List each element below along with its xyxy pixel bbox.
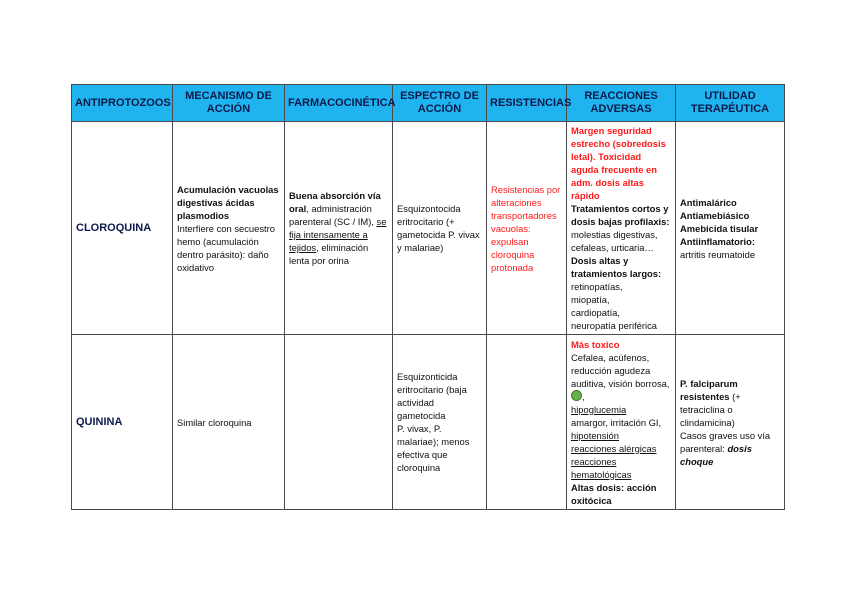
- utilidad-line: P. falciparum resistentes: [680, 377, 738, 402]
- cell-farmaco-cloroquina: [285, 122, 393, 335]
- utilidad-line: Casos graves uso vía parenteral:: [680, 429, 771, 454]
- cell-resistencias-cloroquina: Resistencias por alteraciones transportadores vacuolas: expulsan cloroquina protonada: [487, 122, 567, 335]
- utilidad-line: artritis reumatoide: [680, 248, 756, 260]
- reacciones-line: Tratamientos cortos y dosis bajas profilaxis:: [571, 203, 670, 227]
- utilidad-line: (+ tetraciclina o clindamicina): [680, 390, 741, 428]
- reacciones-line: reacciones alérgicas: [571, 442, 657, 454]
- utilidad-line: dosis choque: [680, 442, 752, 467]
- cell-farmaco-quinina: [285, 335, 393, 510]
- cell-utilidad-cloroquina: [676, 122, 785, 335]
- header-resistencias: RESISTENCIAS: [487, 85, 567, 122]
- reacciones-line: molestias digestivas, cefaleas, urticaria…: [571, 229, 658, 253]
- antiprotozoos-table: [71, 84, 785, 510]
- cell-espectro-cloroquina: Esquizontocida eritrocitario (+ gametocida P. vivax y malariae): [393, 122, 487, 335]
- farmaco-text: Buena absorción vía oral: [289, 190, 381, 214]
- reacciones-line: miopatía,: [571, 294, 610, 305]
- cell-mecanismo-cloroquina: [173, 122, 285, 335]
- cell-reacciones-quinina: Más toxico Cefalea, acúfenos, reducción agudeza auditiva, visión borrosa, , hipoglucemia amargor, irritación GI, hipotensión reacciones alérgicas reacciones hematológicas Altas dosis: acción oxitócica: [567, 335, 676, 510]
- farmaco-text: , administración parenteral (SC / IM),: [289, 203, 377, 227]
- header-farmacocinetica: FARMACOCINÉTICA: [285, 85, 393, 122]
- reacciones-line: neuropatía periférica: [571, 320, 657, 331]
- header-utilidad: UTILIDAD TERAPÉUTICA: [676, 85, 785, 122]
- utilidad-line: Amebicida tisular: [680, 222, 759, 234]
- cell-mecanismo-quinina: Similar cloroquina: [173, 335, 285, 510]
- header-reacciones: REACCIONES ADVERSAS: [567, 85, 676, 122]
- reacciones-line: hipotensión: [571, 429, 619, 441]
- farmaco-text: , eliminación lenta por orina: [289, 242, 369, 266]
- reacciones-line: Dosis altas y tratamientos largos:: [571, 255, 662, 279]
- sick-face-emoji-icon: [571, 390, 582, 401]
- reacciones-line: cardiopatía,: [571, 307, 620, 318]
- utilidad-line: Antiamebiásico: [680, 209, 750, 221]
- table-row-cloroquina: [72, 122, 785, 335]
- header-antiprotozoos: ANTIPROTOZOOS: [72, 85, 173, 122]
- reacciones-line: Cefalea, acúfenos,: [571, 351, 650, 363]
- cell-resistencias-quinina: [487, 335, 567, 510]
- reacciones-line: amargor, irritación GI,: [571, 416, 662, 428]
- espectro-line: P. vivax, P. malariae); menos efectiva que cloroquina: [397, 423, 470, 473]
- header-espectro: ESPECTRO DE ACCIÓN: [393, 85, 487, 122]
- reacciones-warning: Más toxico: [571, 338, 620, 350]
- cell-reacciones-cloroquina: [567, 122, 676, 335]
- drug-name-cloroquina: CLOROQUINA: [72, 122, 173, 335]
- mecanismo-line: Interfiere con secuestro hemo (acumulación dentro parásito): daño oxidativo: [177, 222, 275, 273]
- table-row-quinina: [72, 335, 785, 510]
- reacciones-line: hipoglucemia: [571, 403, 627, 415]
- cell-utilidad-quinina: [676, 335, 785, 510]
- reacciones-line: retinopatías,: [571, 281, 623, 292]
- utilidad-line: Antiinflamatorio:: [680, 235, 755, 247]
- reacciones-warning: Margen seguridad estrecho (sobredosis letal). Toxicidad aguda frecuente en adm. dosis altas rápido: [571, 125, 666, 201]
- espectro-line: Esquizonticida eritrocitario (baja actividad gametocida: [397, 371, 467, 421]
- utilidad-line: Antimalárico: [680, 196, 737, 208]
- cell-espectro-quinina: [393, 335, 487, 510]
- header-mecanismo: MECANISMO DE ACCIÓN: [173, 85, 285, 122]
- reacciones-line: reacciones hematológicas: [571, 455, 632, 480]
- reacciones-line: reducción agudeza auditiva, visión borrosa,: [571, 364, 670, 389]
- mecanismo-line: Acumulación vacuolas digestivas ácidas plasmodios: [177, 183, 279, 221]
- reacciones-line: Altas dosis: acción oxitócica: [571, 481, 657, 506]
- header-row: [72, 85, 785, 122]
- drug-name-quinina: QUININA: [72, 335, 173, 510]
- farmaco-text: se fija intensamente a tejidos: [289, 216, 387, 253]
